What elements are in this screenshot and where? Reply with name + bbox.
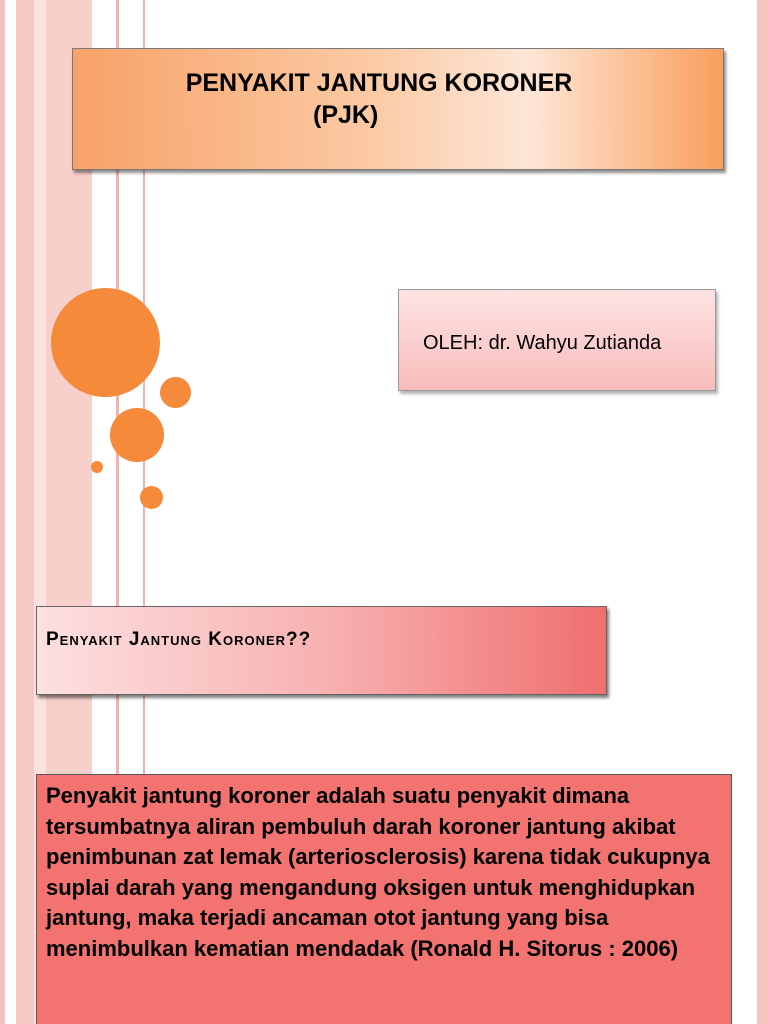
section-heading: Penyakit Jantung Koroner?? [46, 629, 312, 650]
decorative-circle-small-2 [140, 486, 163, 509]
decorative-stripe-left [16, 0, 34, 1024]
definition-text: Penyakit jantung koroner adalah suatu penyakit dimana tersumbatnya aliran pembuluh darah koroner jantung akibat penimbunan zat lemak (arteriosclerosis) karena tidak cukupnya suplai darah yang mengandung oksigen untuk menghidupkan jantung, maka terjadi ancaman otot jantung yang bisa menimbulkan kematian mendadak (Ronald H. Sitorus : 2006) [46, 783, 710, 961]
decorative-circle-medium [110, 408, 164, 462]
decorative-circle-tiny [91, 461, 103, 473]
section-heading-box [36, 606, 607, 695]
author-label: OLEH: dr. Wahyu Zutianda [423, 332, 662, 354]
definition-box [36, 774, 732, 1024]
decorative-stripe-outer-left [0, 0, 5, 1024]
decorative-stripe-right [757, 0, 768, 1024]
title-box [72, 48, 724, 170]
decorative-circle-large [51, 288, 160, 397]
author-box [398, 289, 716, 391]
decorative-circle-small-1 [160, 377, 191, 408]
page-title: PENYAKIT JANTUNG KORONER [185, 69, 573, 97]
page-subtitle: (PJK) [313, 101, 379, 129]
